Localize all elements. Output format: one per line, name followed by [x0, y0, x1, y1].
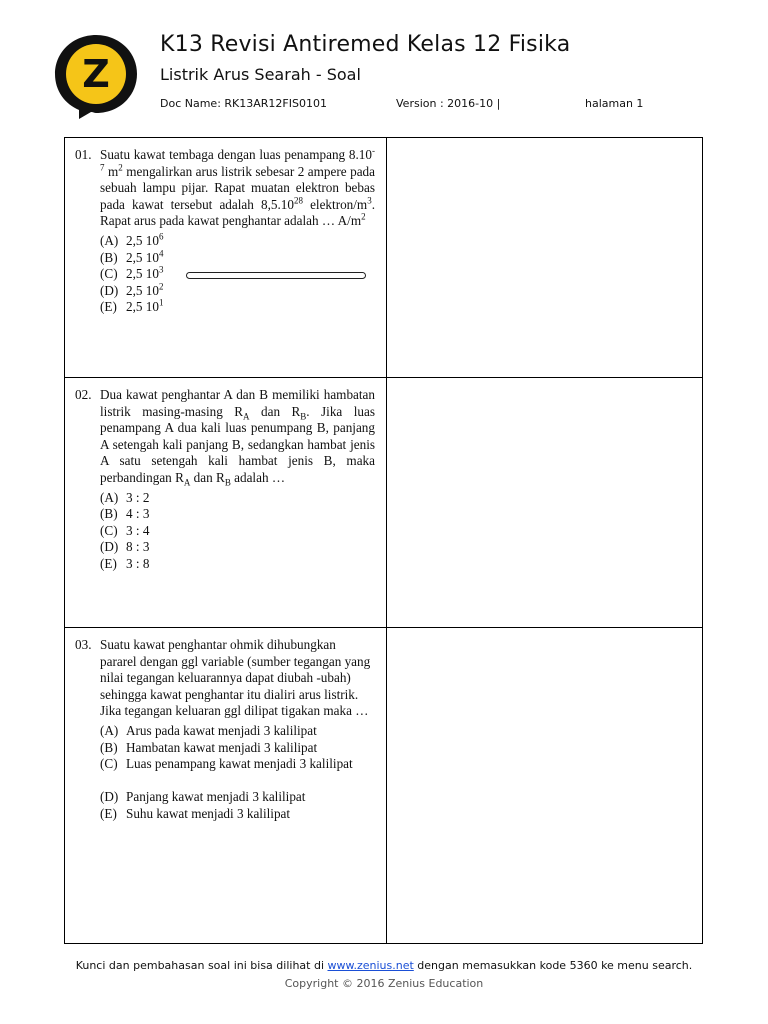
question-text: Suatu kawat penghantar ohmik dihubungkan pararel dengan ggl variable (sumber tegangan yang nilai tegangan keluarannya dapat diubah -ubah) sehingga kawat penghantar itu dialiri arus listrik. Jika tegangan keluaran ggl dilipat tigakan maka …	[100, 637, 371, 719]
question-number: 01.	[75, 147, 92, 162]
document-subtitle: Listrik Arus Searah - Soal	[160, 65, 361, 84]
option-b: (B) 2,5 $10^4$	[100, 248, 164, 265]
question-number: 03.	[75, 637, 92, 652]
option-c: (C) Luas penampang kawat menjadi 3 kalilipat	[100, 756, 353, 772]
option-d: (D) 2,5 $10^2$	[100, 281, 164, 298]
option-e: (E) 2,5 $10^1$	[100, 297, 164, 315]
question-text: Suatu kawat tembaga dengan luas penampang $8.10^{-7}$ $m^2$ mengalirkan arus listrik sebesar 2 ampere pada sebuah lampu pijar. Rapat muatan elektron bebas pada kawat tersebut adalah 8,5.10$^{28}$ elektron/$m^3$. Rapat arus pada kawat penghantar adalah … $A/m^2$	[100, 145, 375, 229]
copper-wire-illustration	[186, 272, 366, 279]
doc-name: Doc Name: RK13AR12FIS0101	[160, 97, 327, 110]
option-b: (B) Hambatan kawat menjadi 3 kalilipat	[100, 739, 318, 755]
answer-options	[100, 723, 375, 823]
option-a: (A) 2,5 $10^6$	[100, 231, 164, 248]
question-2	[75, 387, 375, 573]
option-e: (E) 3 : 8	[100, 555, 150, 571]
page-number: halaman 1	[585, 97, 644, 110]
logo-letter: Z	[82, 52, 110, 96]
option-a: (A) 3 : 2	[100, 489, 150, 505]
question-1	[75, 147, 375, 316]
question-row-2	[65, 377, 702, 627]
question-number: 02.	[75, 387, 92, 402]
question-table	[64, 137, 703, 944]
zenius-link[interactable]: www.zenius.net	[327, 959, 414, 972]
question-text: Dua kawat penghantar A dan B memiliki hambatan listrik masing-masing $R_A$ dan $R_B$. Jika luas penampang A dua kali luas penumpang B, panjang A setengah kali panjang B, sedangkan hambat jenis A satu setengah kali hambat jenis B, maka perbandingan $R_A$ dan $R_B$ adalah …	[100, 387, 375, 488]
option-d: (D) Panjang kawat menjadi 3 kalilipat	[100, 789, 306, 805]
option-b: (B) 4 : 3	[100, 506, 150, 522]
question-3	[75, 637, 375, 823]
option-d: (D) 8 : 3	[100, 539, 150, 555]
option-c: (C) 3 : 4	[100, 522, 150, 538]
question-row-3	[65, 627, 702, 944]
question-row-1	[65, 138, 702, 377]
option-c: (C) 2,5 $10^3$	[100, 264, 164, 282]
option-a: (A) Arus pada kawat menjadi 3 kalilipat	[100, 722, 317, 738]
answer-options	[100, 490, 375, 573]
version: Version : 2016-10 |	[396, 97, 501, 110]
option-e: (E) Suhu kawat menjadi 3 kalilipat	[100, 805, 291, 821]
zenius-logo	[53, 33, 139, 121]
footer-note: Kunci dan pembahasan soal ini bisa dilihat di www.zenius.net dengan memasukkan kode 5360 ke menu search.	[75, 959, 693, 972]
copyright: Copyright © 2016 Zenius Education	[284, 977, 484, 990]
document-title: K13 Revisi Antiremed Kelas 12 Fisika	[160, 32, 571, 57]
